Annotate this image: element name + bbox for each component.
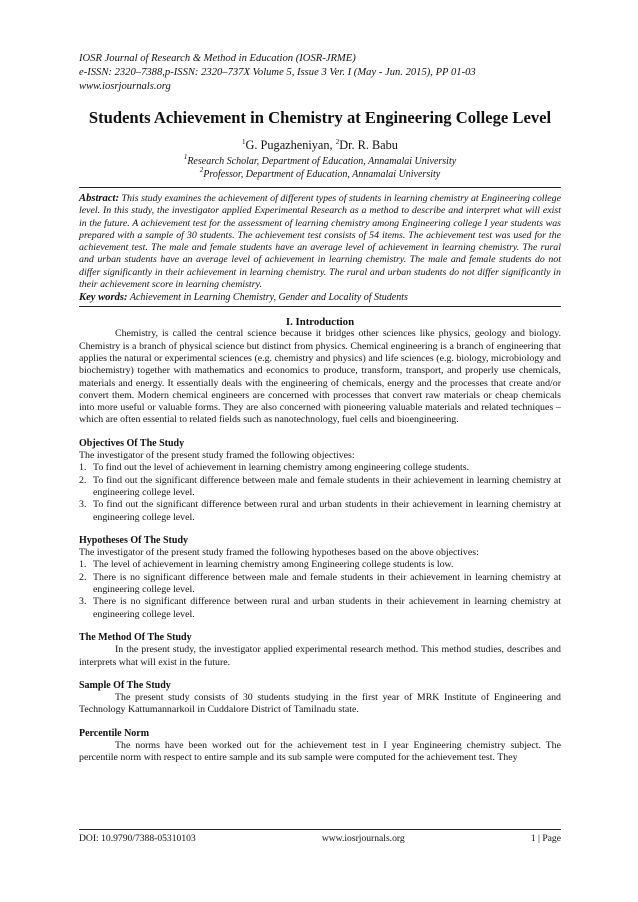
intro-paragraph: Chemistry, is called the central science because it bridges other sciences like physics, geology and biology. Chemistry is a branch of physical science but distinct from physics. Chemical engineering is a branch of engineering that applies the natural or experimental sciences (e.g. chemistry and physics) and life sciences (e.g. biology, microbiology and biochemistry) together with mathematics and economics to produce, transform, transport, and properly use chemicals, materials and energy. It essentially deals with the engineering of chemicals, energy and the processes that create and/or convert them. Modern chemical engineers are concerned with processes that convert raw materials or cheap chemicals into more useful or valuable forms. They are also concerned with pioneering valuable materials and related techniques – which are often essential to related fields such as nanotechnology, fuel cells and bioengineering. [79,328,561,426]
paper-page [79,52,561,765]
hypotheses-list [79,559,561,620]
affiliation-2-sup: 2 [199,166,204,174]
abstract-rule [79,306,561,307]
list-text: There is no significant difference between rural and urban students in their achievement in learning chemistry at engineering college level. [93,596,561,620]
section-heading-introduction: I. Introduction [285,316,355,329]
list-text: The level of achievement in learning chemistry among Engineering college students is low. [93,559,454,571]
abstract-label: Abstract: [79,193,120,204]
percentile-paragraph: The norms have been worked out for the achievement test in I year Engineering chemistry subject. The percentile norm with respect to entire sample and its sub sample were computed for the achievement test. They [79,739,561,764]
list-number: 2. [79,571,87,583]
list-item [79,559,561,571]
affiliation-2 [79,168,561,181]
author2-sup: 2 [335,138,340,146]
percentile-heading: Percentile Norm [79,727,150,739]
objectives-heading: Objectives Of The Study [79,437,185,449]
abstract-text: This study examines the achievement of different types of students in learning chemistry at Engineering college level. In this study, the investigator applied Experimental Research as a method to describe and interpret what will exist in the future. A achievement test for the assessment of learning chemistry among Engineering college I year students was prepared with a sample of 30 students. The achievement test consists of 54 items. The achievement test was used for the achievement test. The male and female students have an average level of achievement in learning chemistry. The rural and urban students have an average level of achievement in learning chemistry. The male and female students do not differ significantly in their achievement in learning chemistry. The rural and urban students do not differ significantly in their achievement score in learning chemistry. [79,193,561,291]
author2-name: Dr. R. Babu [339,138,398,152]
list-number: 3. [79,596,87,608]
affiliation-2-text: Professor, Department of Education, Annamalai University [203,169,441,180]
objectives-list [79,462,561,523]
author1-sup: 1 [242,138,246,146]
keywords [79,292,561,303]
list-item [79,499,561,524]
affiliation-1-sup: 1 [183,153,188,161]
page-footer [79,829,561,844]
list-item [79,596,561,621]
top-rule [79,187,561,188]
list-text: There is no significant difference between male and female students in their achievement in learning chemistry at engineering college level. [93,571,561,596]
abstract [79,193,561,291]
list-number: 2. [79,474,87,486]
paper-title: Students Achievement in Chemistry at Engineering College Level [88,108,552,127]
affiliation-1 [79,155,561,168]
journal-issn: e-ISSN: 2320–7388,p-ISSN: 2320–737X Volume 5, Issue 3 Ver. I (May - Jun. 2015), PP 01-03 [79,67,476,78]
method-paragraph: In the present study, the investigator applied experimental research method. This method studies, describes and interprets what will exist in the future. [79,644,561,668]
journal-name: IOSR Journal of Research & Method in Education (IOSR-JRME) [79,53,356,64]
keywords-label: Key words: [79,292,128,304]
hypotheses-heading: Hypotheses Of The Study [79,534,189,546]
list-text: To find out the level of achievement in learning chemistry among engineering college students. [93,462,470,474]
list-item [79,572,561,597]
list-item [79,462,561,474]
list-text: To find out the significant difference between rural and urban students in their achievement in learning chemistry at engineering college level. [93,499,561,523]
author-line [79,138,561,153]
affiliations [79,155,561,181]
sample-heading: Sample Of The Study [79,679,171,691]
footer-doi: DOI: 10.9790/7388-05310103 [79,833,196,844]
objectives-lead: The investigator of the present study framed the following objectives: [79,450,355,462]
list-text: To find out the significant difference between male and female students in their achievement in learning chemistry at engineering college level. [93,474,561,498]
list-number: 3. [79,499,87,511]
list-number: 1. [79,559,87,571]
sample-paragraph: The present study consists of 30 students studying in the first year of MRK Institute of Engineering and Technology Kattumannarkoil in Cuddalore District of Tamilnadu state. [79,692,561,716]
list-item [79,475,561,500]
footer-site: www.iosrjournals.org [321,833,405,844]
footer-page-number: 1 | Page [530,833,561,844]
keywords-text: Achievement in Learning Chemistry, Gender and Locality of Students [127,292,408,304]
method-heading: The Method Of The Study [79,631,192,643]
affiliation-1-text: Research Scholar, Department of Education, Annamalai University [187,156,457,167]
journal-url: www.iosrjournals.org [79,81,171,92]
author1-name: G. Pugazheniyan, [245,138,336,152]
hypotheses-lead: The investigator of the present study framed the following hypotheses based on the above objectives: [79,547,479,559]
journal-header [79,52,561,94]
list-number: 1. [79,462,87,474]
